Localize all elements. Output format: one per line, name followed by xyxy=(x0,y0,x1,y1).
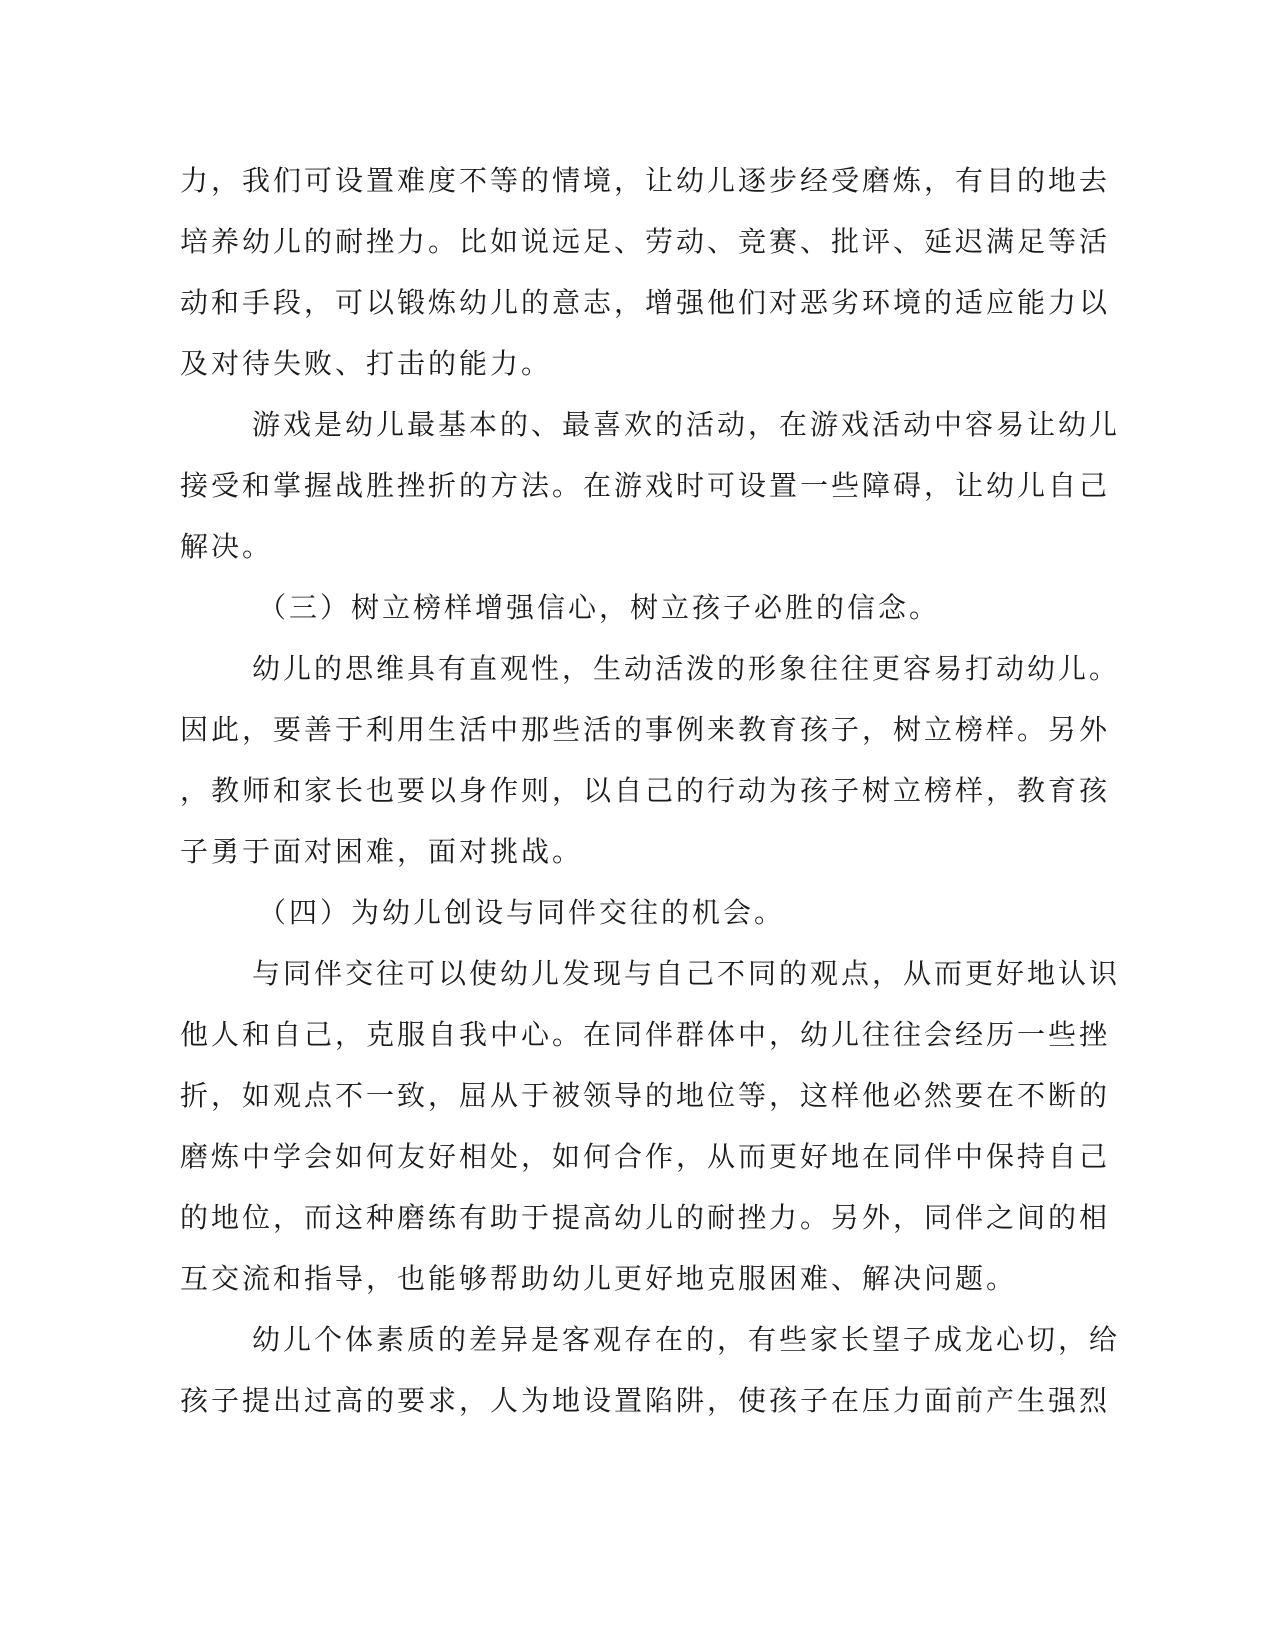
text-line-21: 孩子提出过高的要求，人为地设置陷阱，使孩子在压力面前产生强烈 xyxy=(180,1384,1111,1417)
text-line-12: 子勇于面对困难，面对挑战。 xyxy=(180,835,584,868)
text-line-1: 力，我们可设置难度不等的情境，让幼儿逐步经受磨炼，有目的地去 xyxy=(180,164,1111,197)
text-line-10: 因此，要善于利用生活中那些活的事例来教育孩子，树立榜样。另外 xyxy=(180,713,1111,746)
text-line-11: ，教师和家长也要以身作则，以自己的行动为孩子树立榜样，教育孩 xyxy=(180,774,1111,807)
text-line-15: 他人和自己，克服自我中心。在同伴群体中，幼儿往往会经历一些挫 xyxy=(180,1018,1111,1051)
text-line-19: 互交流和指导，也能够帮助幼儿更好地克服困难、解决问题。 xyxy=(180,1262,1018,1295)
text-line-2: 培养幼儿的耐挫力。比如说远足、劳动、竞赛、批评、延迟满足等活 xyxy=(180,225,1111,258)
text-line-7: 解决。 xyxy=(180,530,274,563)
text-line-14: 与同伴交往可以使幼儿发现与自己不同的观点，从而更好地认识 xyxy=(252,957,1121,990)
text-line-5: 游戏是幼儿最基本的、最喜欢的活动，在游戏活动中容易让幼儿 xyxy=(252,408,1121,441)
text-line-6: 接受和掌握战胜挫折的方法。在游戏时可设置一些障碍，让幼儿自己 xyxy=(180,469,1111,502)
text-line-18: 的地位，而这种磨练有助于提高幼儿的耐挫力。另外，同伴之间的相 xyxy=(180,1201,1111,1234)
text-line-17: 磨炼中学会如何友好相处，如何合作，从而更好地在同伴中保持自己 xyxy=(180,1140,1111,1173)
text-line-20: 幼儿个体素质的差异是客观存在的，有些家长望子成龙心切，给 xyxy=(252,1323,1121,1356)
text-line-16: 折，如观点不一致，屈从于被领导的地位等，这样他必然要在不断的 xyxy=(180,1079,1111,1112)
section-heading-4: （四）为幼儿创设与同伴交往的机会。 xyxy=(258,896,786,929)
section-heading-3: （三）树立榜样增强信心，树立孩子必胜的信念。 xyxy=(258,591,941,624)
text-line-4: 及对待失败、打击的能力。 xyxy=(180,347,553,380)
text-line-3: 动和手段，可以锻炼幼儿的意志，增强他们对恶劣环境的适应能力以 xyxy=(180,286,1111,319)
text-line-9: 幼儿的思维具有直观性，生动活泼的形象往往更容易打动幼儿。 xyxy=(252,652,1121,685)
